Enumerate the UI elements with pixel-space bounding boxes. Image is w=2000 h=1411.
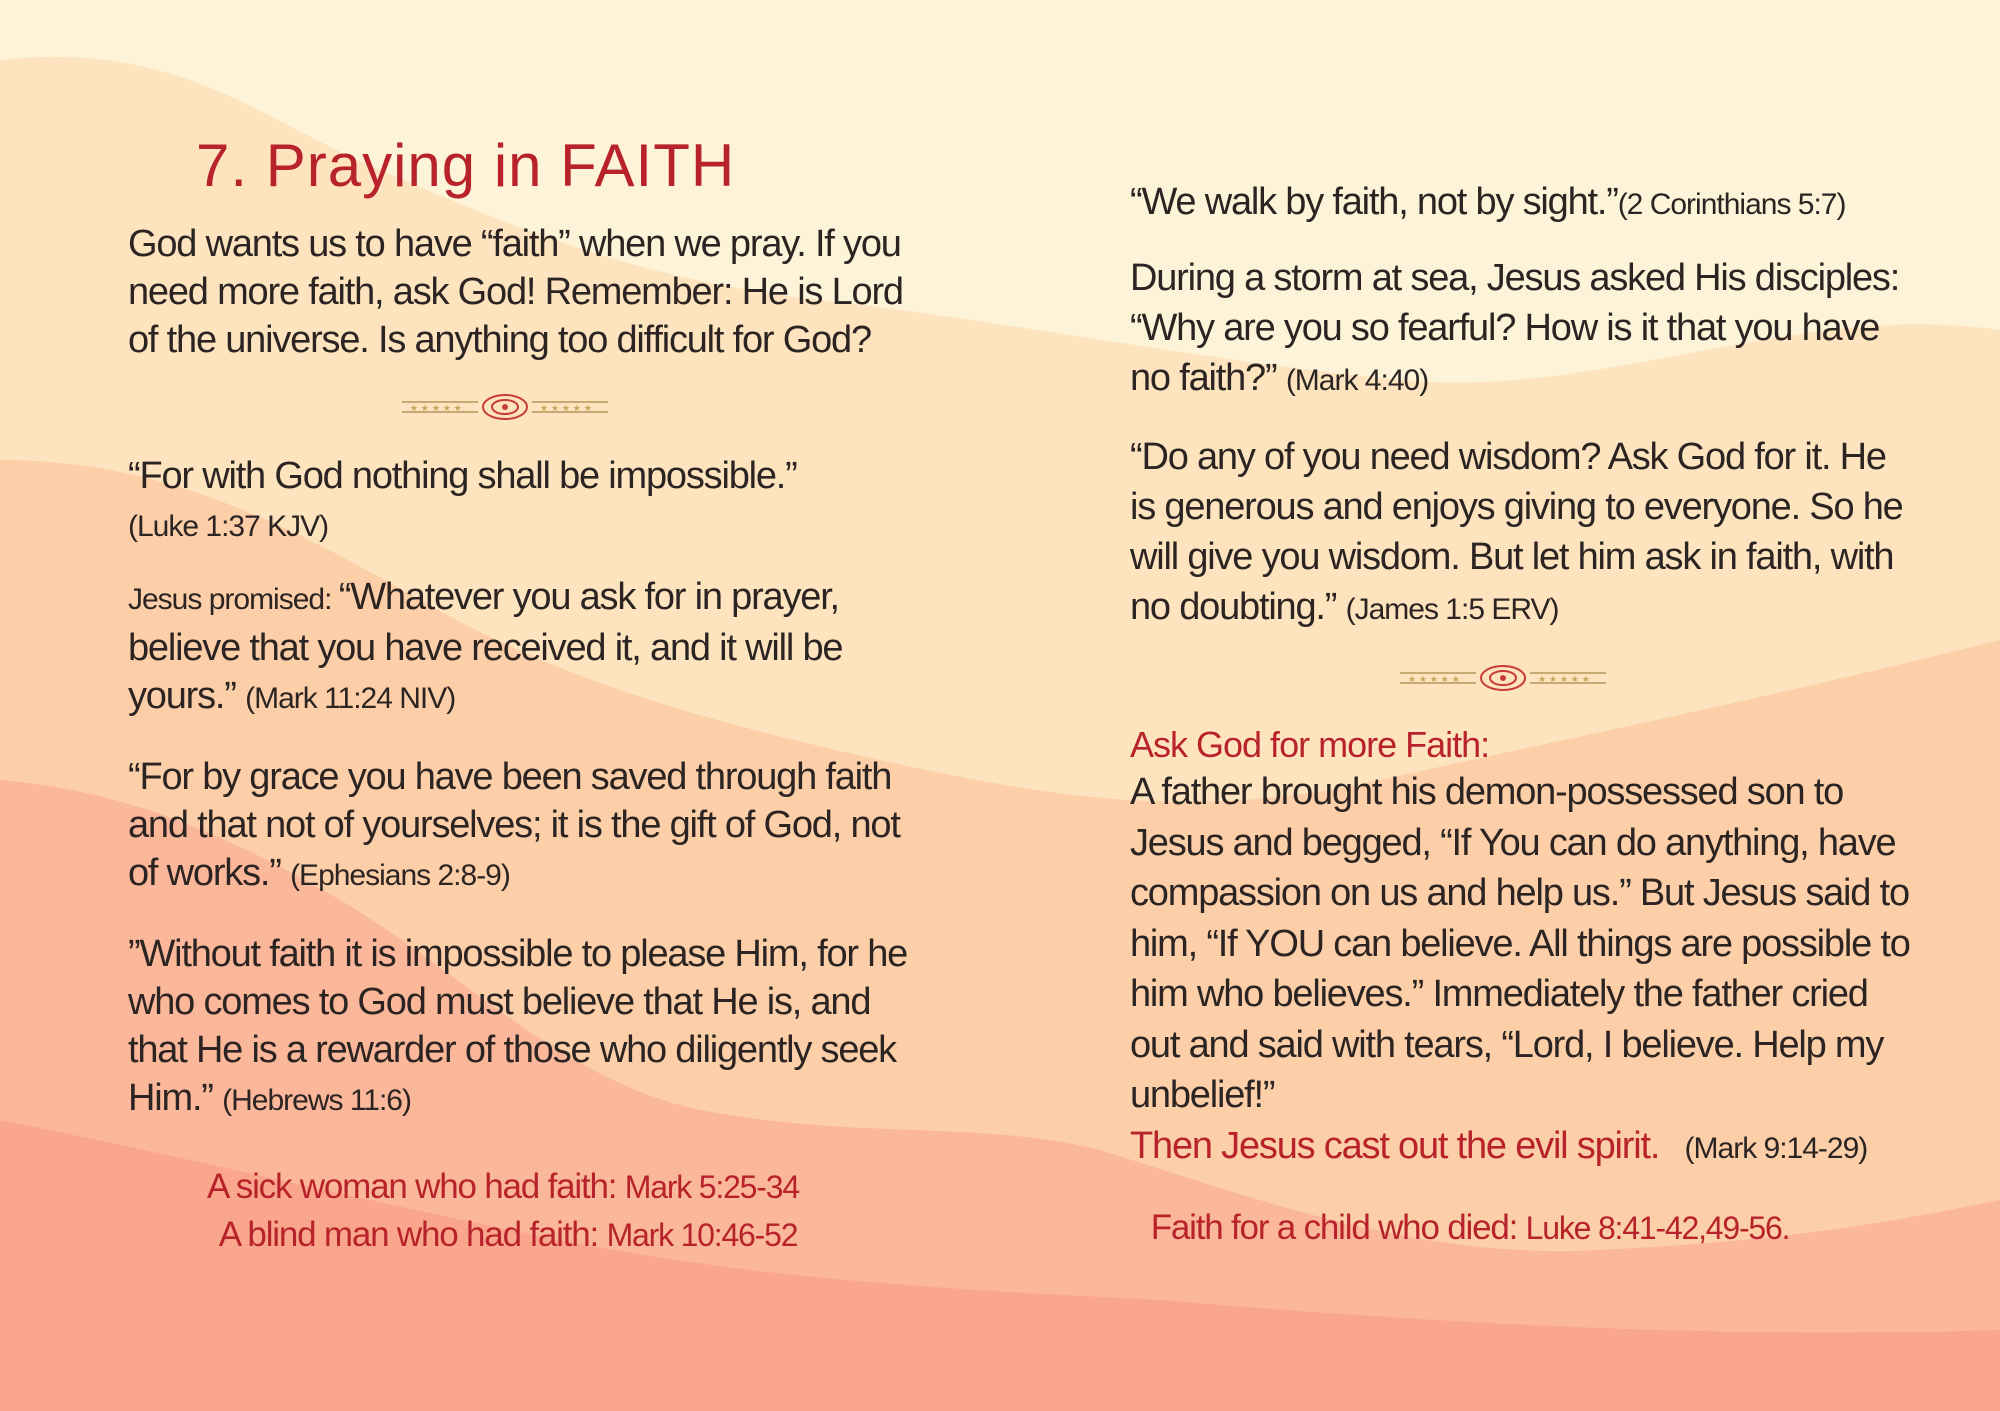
- quote-lead: Jesus promised:: [128, 583, 339, 616]
- story-link-blind-man: [108, 1211, 908, 1259]
- scroll-divider-icon: [400, 392, 610, 422]
- story-link-label: A blind man who had faith:: [218, 1215, 607, 1254]
- quote-reference: (Ephesians 2:8-9): [290, 859, 510, 892]
- quote-text: During a storm at sea, Jesus asked His disciples: “Why are you so fearful? How is it that you have no faith?”: [1130, 257, 1900, 399]
- quote-text: ”Without faith it is impossible to please Him, for he who comes to God must believe that He is, and that He is a rewarder of those who diligently seek Him.”: [128, 933, 908, 1119]
- story-link-child: [1130, 1204, 1810, 1252]
- quote-luke: [128, 452, 908, 551]
- quote-text: “For with God nothing shall be impossible.”: [128, 455, 797, 497]
- quote-corinthians: [1130, 178, 1920, 229]
- quote-mark-4: [1130, 253, 1920, 406]
- quote-text: “Whatever you ask for in prayer, believe that you have received it, and it will be yours.”: [128, 576, 843, 717]
- svg-text:★ ★ ★ ★ ★: ★ ★ ★ ★ ★: [540, 404, 592, 414]
- svg-text:★ ★ ★ ★ ★: ★ ★ ★ ★ ★: [410, 404, 462, 414]
- svg-text:★ ★ ★ ★ ★: ★ ★ ★ ★ ★: [1408, 675, 1460, 685]
- quote-ephesians: [128, 753, 908, 900]
- story-link-ref: Luke 8:41-42,49-56.: [1525, 1210, 1790, 1246]
- page-title: 7. Praying in FAITH: [196, 132, 736, 199]
- scroll-divider-icon: [1398, 663, 1608, 693]
- quote-mark-11: [128, 573, 908, 723]
- quote-hebrews: [128, 930, 908, 1125]
- story-paragraph: [1130, 767, 1920, 1174]
- quote-reference: (Hebrews 11:6): [222, 1084, 411, 1117]
- right-column: [1130, 178, 1920, 1252]
- intro-paragraph: God wants us to have “faith” when we pray. If you need more faith, ask God! Remember: He is Lord of the universe. Is anything too difficult for God?: [128, 223, 903, 361]
- story-text: A father brought his demon-possessed son to Jesus and begged, “If You can do anything, have compassion on us and help us.” But Jesus said to him, “If YOU can believe. All things are possible to him who believes.” Immediately the father cried out and said with tears, “Lord, I believe. Help my unbelief!”: [1130, 771, 1910, 1116]
- quote-reference: (James 1:5 ERV): [1345, 593, 1559, 626]
- quote-reference: (Luke 1:37 KJV): [128, 510, 329, 543]
- quote-text: “We walk by faith, not by sight.”: [1130, 181, 1618, 223]
- story-link-label: Faith for a child who died:: [1150, 1208, 1526, 1247]
- quote-james: [1130, 432, 1920, 635]
- story-link-ref: Mark 10:46-52: [606, 1217, 798, 1253]
- story-heading: Ask God for more Faith:: [1130, 724, 1490, 765]
- story-link-ref: Mark 5:25-34: [624, 1169, 799, 1205]
- story-conclusion: Then Jesus cast out the evil spirit.: [1130, 1124, 1660, 1167]
- story-link-label: A sick woman who had faith:: [207, 1167, 625, 1206]
- quote-reference: (Mark 4:40): [1285, 364, 1429, 397]
- quote-reference: (Mark 11:24 NIV): [245, 682, 456, 715]
- story-link-sick-woman: [98, 1163, 908, 1211]
- quote-reference: (2 Corinthians 5:7): [1617, 188, 1846, 221]
- quote-text: “For by grace you have been saved through faith and that not of yourselves; it is the gift of God, not of works.”: [128, 756, 900, 894]
- svg-text:★ ★ ★ ★ ★: ★ ★ ★ ★ ★: [1538, 675, 1590, 685]
- quote-text: “Do any of you need wisdom? Ask God for it. He is generous and enjoys giving to everyone. So he will give you wisdom. But let him ask in faith, with no doubting.”: [1130, 436, 1903, 628]
- story-reference: (Mark 9:14-29): [1684, 1131, 1868, 1165]
- left-column: [128, 130, 908, 1259]
